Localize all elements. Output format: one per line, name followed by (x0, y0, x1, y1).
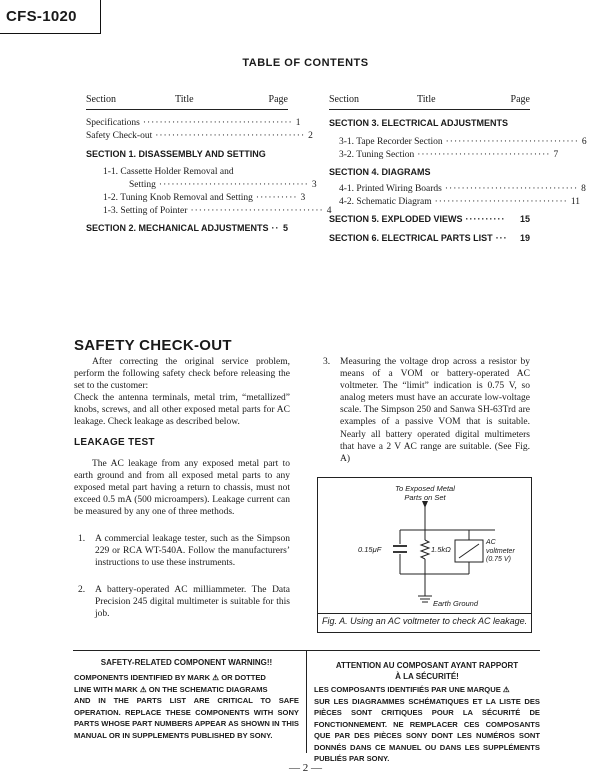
warning-triangle-icon: ⚠ (212, 673, 220, 682)
page-number: — 2 — (289, 762, 322, 774)
warning-title-en: SAFETY-RELATED COMPONENT WARNING!! (100, 658, 273, 667)
warning-triangle-icon: ⚠ (139, 684, 147, 694)
figure-a (317, 477, 532, 633)
toc-entry[interactable]: Setting ···································· 3 (129, 180, 317, 190)
toc-entry[interactable]: 3-1. Tape Recorder Section ································ 6 (339, 137, 587, 147)
divider (306, 650, 307, 753)
toc-section-heading[interactable]: SECTION 6. ELECTRICAL PARTS LIST ··· 19 (329, 233, 530, 243)
toc-entry[interactable]: 4-2. Schematic Diagram ································ 11 (339, 197, 580, 207)
toc-right-header (329, 94, 530, 110)
toc-section-heading[interactable]: SECTION 5. EXPLODED VIEWS ·········· 15 (329, 214, 530, 224)
safety-intro-1: After correcting the original service problem, perform the following safety check before releasing the set to the customer: (74, 357, 290, 392)
toc-entry[interactable]: Safety Check-out ···································· 2 (86, 131, 313, 141)
list-item: 3. Measuring the voltage drop across a resistor by means of a VOM or battery-operated AC voltmeter. The “limit” indication is 0.75 V, so analog meters must have an accurate low-voltage scale. The Simpson 250 and Sanwa SH-63Trd are examples of a passive VOM that is suitable. Nearly all battery operated digital multimeters that have a 2 V AC range are suitable. (See Fig. A) (323, 357, 530, 464)
header-page: Page (268, 94, 288, 105)
header-title: Title (175, 94, 194, 105)
safety-intro (74, 356, 290, 429)
toc-entry[interactable]: Specifications ···································· 1 (86, 118, 301, 128)
header-section: Section (329, 94, 359, 105)
list-item: 1. A commercial leakage tester, such as the Simpson 229 or RCA WT-540A. Follow the manufacturers’ instructions to use these instruments. (78, 534, 290, 569)
toc-left-header (86, 94, 288, 110)
toc-entry[interactable]: 1-3. Setting of Pointer ································ 4 (103, 206, 332, 216)
toc-section-heading[interactable]: SECTION 1. DISASSEMBLY AND SETTING (86, 149, 266, 159)
safety-heading: SAFETY CHECK-OUT (74, 337, 232, 354)
figure-caption: Fig. A. Using an AC voltmeter to check AC leakage. (322, 616, 528, 626)
warning-body-en: COMPONENTS IDENTIFIED BY MARK ⚠ OR DOTTED LINE WITH MARK ⚠ ON THE SCHEMATIC DIAGRAMS AND IN THE PARTS LIST ARE CRITICAL TO SAFE OPERATION. REPLACE THESE COMPONENTS WITH SONY PARTS WHOSE PART NUMBERS APPEAR AS SHOWN IN THIS MANUAL OR IN SUPPLEMENTS PUBLISHED BY SONY. (74, 673, 299, 740)
warning-title-fr: ATTENTION AU COMPOSANT AYANT RAPPORT À LA SÉCURITÉ! (335, 661, 519, 681)
toc-entry[interactable]: 1-1. Cassette Holder Removal and (103, 167, 234, 177)
header-section: Section (86, 94, 116, 105)
warning-body-fr: LES COMPOSANTS IDENTIFIÉS PAR UNE MARQUE ⚠ SUR LES DIAGRAMMES SCHÉMATIQUES ET LA LISTE DES PIÈCES SONT CRITIQUES POUR LA SÉCURITÉ DE FONCTIONNEMENT. NE REMPLACER CES COMPOSANTS QUE PAR DES PIÈCES SONY DONT LES NUMÉROS SONT DONNÉS DANS CE MANUEL OU DANS LES SUPPLÉMENTS PUBLIÉS PAR SONY. (314, 685, 540, 763)
toc-entry[interactable]: 4-1. Printed Wiring Boards ································ 8 (339, 184, 586, 194)
toc-title: TABLE OF CONTENTS (242, 57, 369, 69)
warning-triangle-icon: ⚠ (502, 685, 510, 694)
toc-section-heading[interactable]: SECTION 3. ELECTRICAL ADJUSTMENTS (329, 118, 509, 128)
toc-entry[interactable]: 3-2. Tuning Section ································ 7 (339, 150, 559, 160)
model-number: CFS-1020 (6, 8, 77, 25)
toc-entry[interactable]: 1-2. Tuning Knob Removal and Setting ·········· 3 (103, 193, 306, 203)
voltmeter-label: AC voltmeter (0.75 V) (486, 539, 515, 563)
list-item: 2. A battery-operated AC milliammeter. The Data Precision 245 digital multimeter is suitable for this job. (78, 585, 290, 620)
leakage-text: The AC leakage from any exposed metal part to earth ground and from all exposed metal parts to any exposed metal part having a return to chassis, must not exceed 0.5 mA (500 microampers). Leakage current can be measured by any one of three methods. (74, 459, 290, 518)
toc-section-heading[interactable]: SECTION 4. DIAGRAMS (329, 167, 431, 177)
leakage-heading: LEAKAGE TEST (74, 437, 155, 448)
figure-divider (318, 613, 531, 614)
header-page: Page (510, 94, 530, 105)
capacitor-label: 0.15μF (358, 545, 382, 554)
exposed-metal-label: To Exposed Metal Parts on Set (395, 484, 455, 502)
safety-intro-2: Check the antenna terminals, metal trim, “metallized” knobs, screws, and all other exposed metal parts for AC leakage. Check leakage as described below. (74, 393, 290, 428)
header-title: Title (417, 94, 436, 105)
resistor-label: 1.5kΩ (431, 545, 451, 554)
ground-label: Earth Ground (433, 599, 479, 608)
toc-section-heading[interactable]: SECTION 2. MECHANICAL ADJUSTMENTS ·· 5 (86, 223, 288, 233)
